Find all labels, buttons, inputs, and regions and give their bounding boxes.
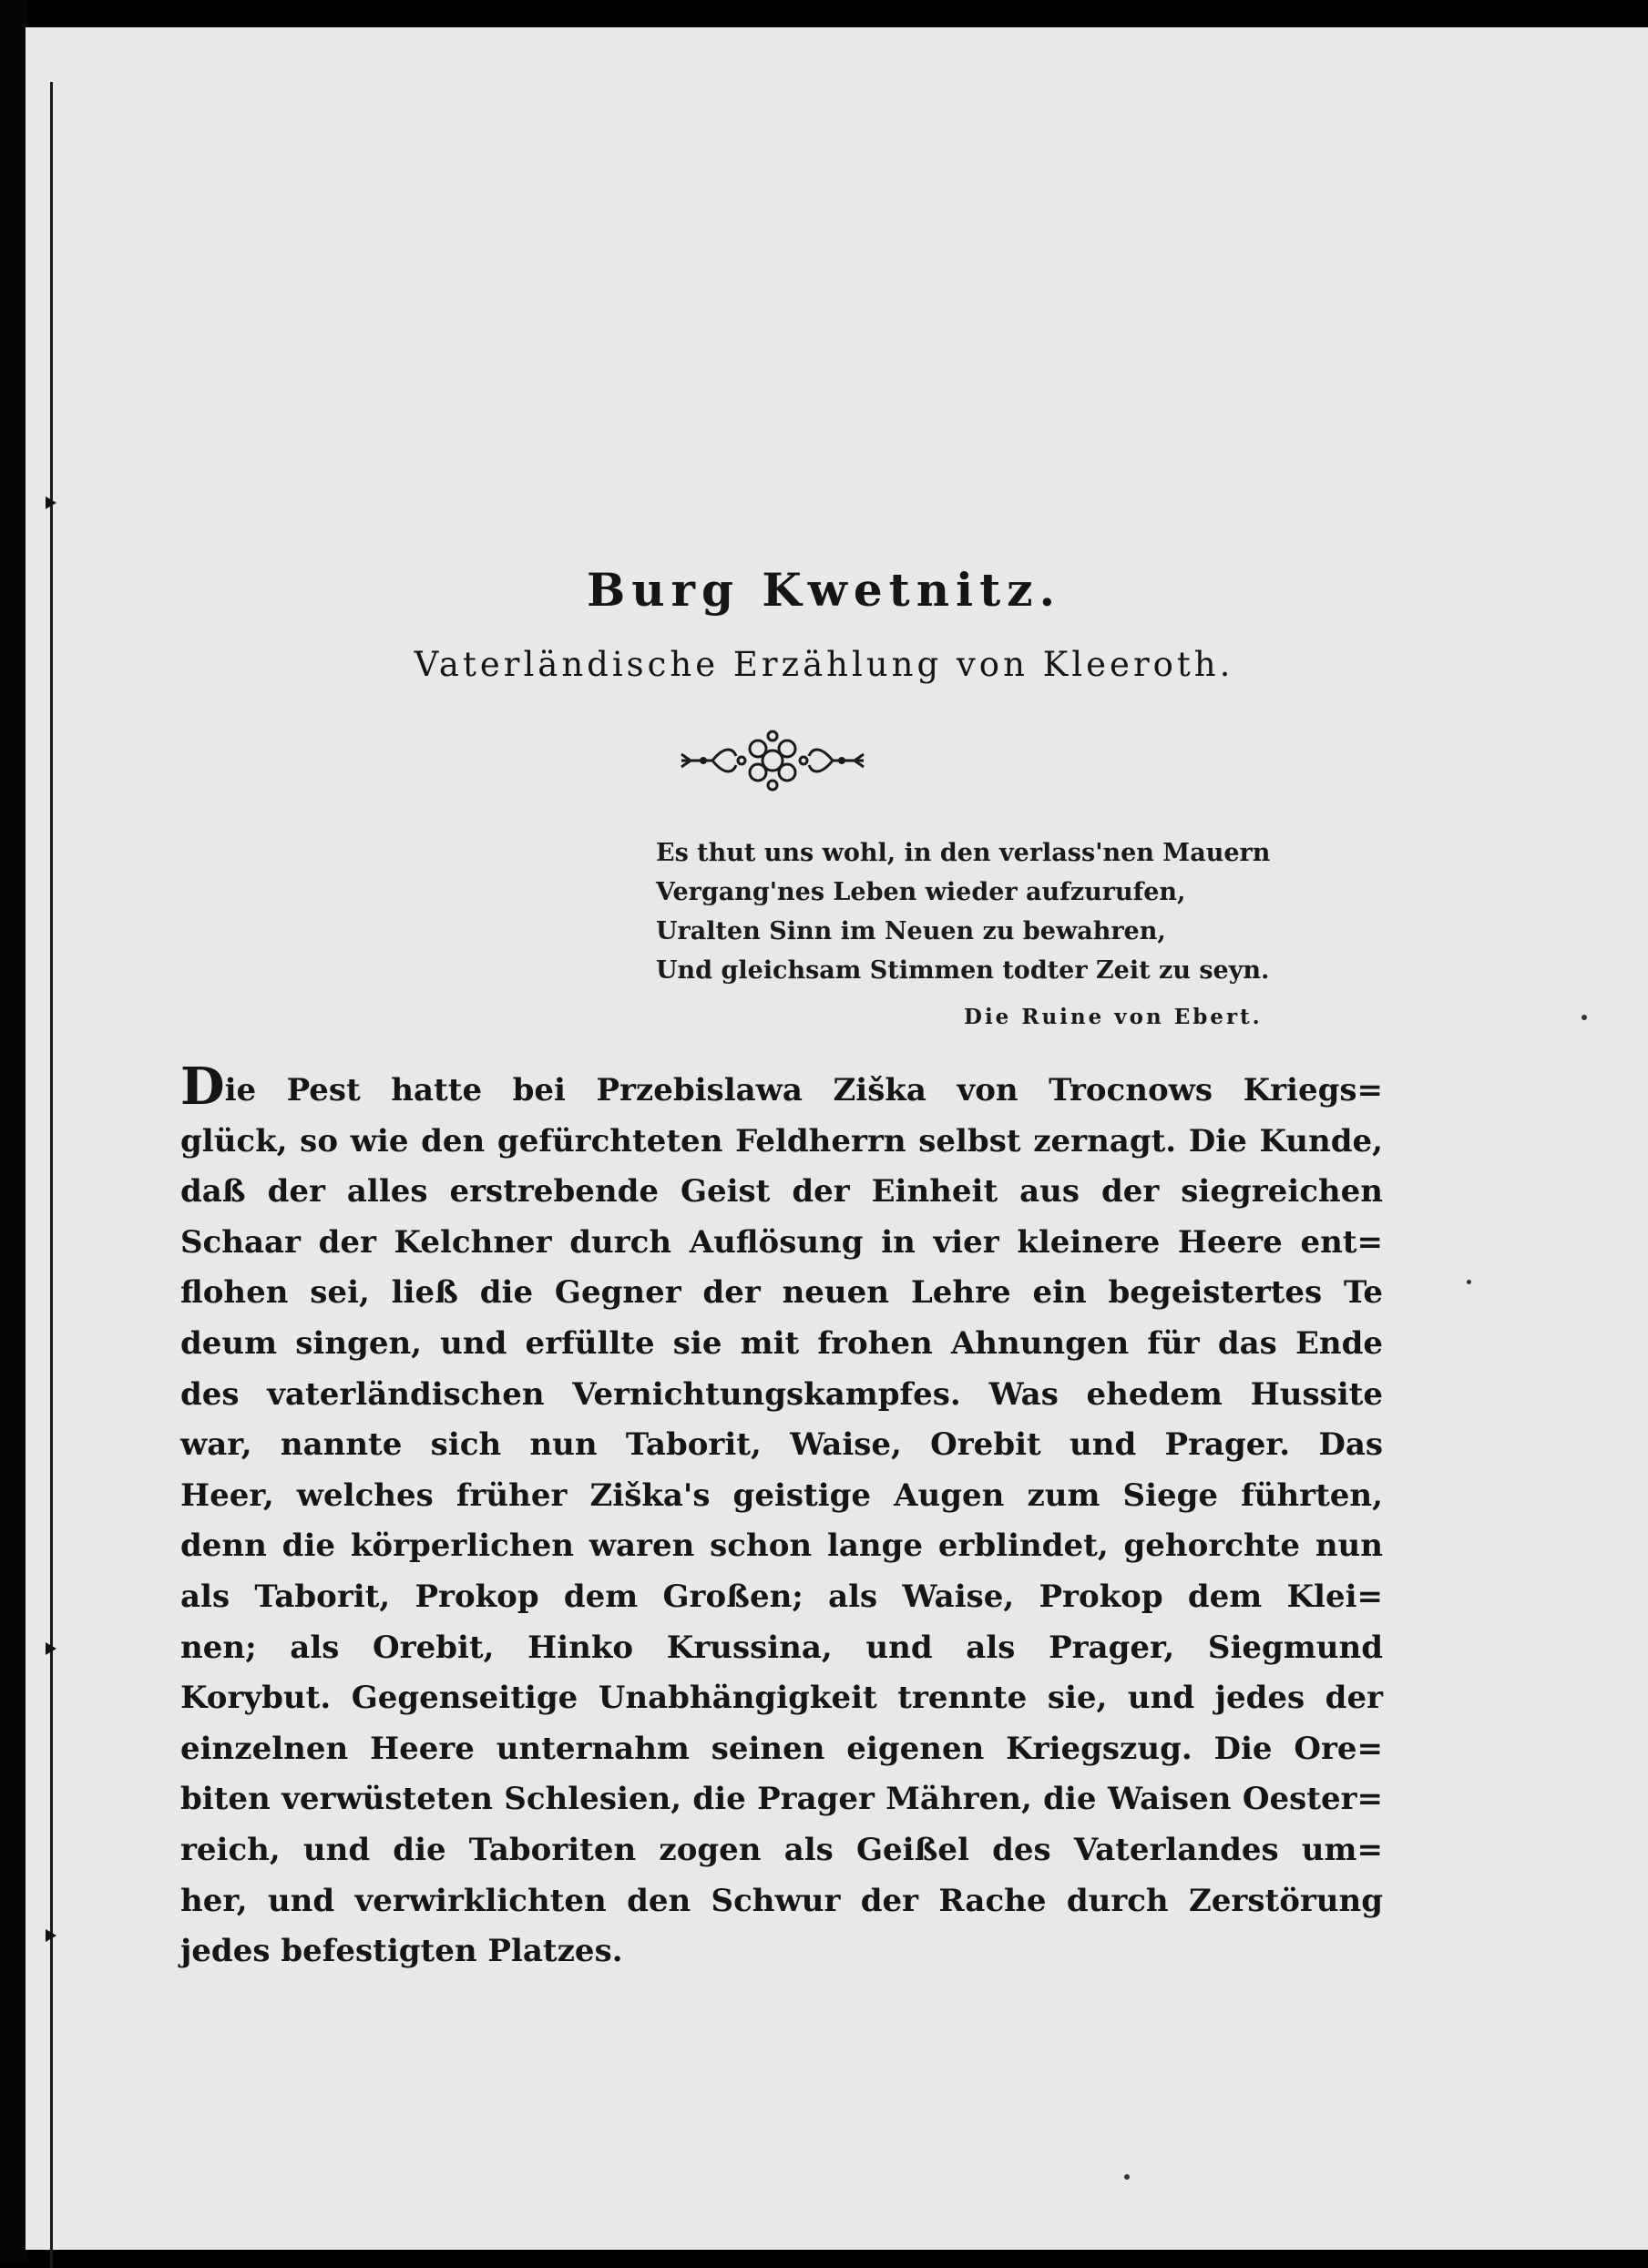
paper-speck: [1581, 1015, 1587, 1020]
body-line: Korybut. Gegenseitige Unabhängigkeit trennte sie, und jedes der: [180, 1680, 1383, 1717]
body-line: biten verwüsteten Schlesien, die Prager Mähren, die Waisen Oester=: [180, 1781, 1383, 1818]
body-line: her, und verwirklichten den Schwur der Rache durch Zerstörung: [180, 1882, 1383, 1919]
body-line: [180, 1057, 1383, 1117]
body-line: glück, so wie den gefürchteten Feldherrn selbst zernagt. Die Kunde,: [180, 1122, 1383, 1160]
body-line: deum singen, und erfüllte sie mit frohen Ahnungen für das Ende: [180, 1324, 1383, 1362]
body-line: denn die körperlichen waren schon lange erblindet, gehorchte nun: [180, 1527, 1383, 1565]
body-line: als Taborit, Prokop dem Großen; als Waise, Prokop dem Klei=: [180, 1578, 1383, 1615]
body-line: Heer, welches früher Ziška's geistige Augen zum Siege führten,: [180, 1476, 1383, 1514]
paper-speck: [1124, 2174, 1130, 2180]
binding-mark: [46, 496, 56, 509]
page-title: Burg Kwetnitz.: [587, 563, 1061, 617]
body-line-text: ie Pest hatte bei Przebislawa Ziška von Trocnows Kriegs=: [224, 1072, 1383, 1108]
epigraph: [656, 833, 1348, 990]
body-line: des vaterländischen Vernichtungskampfes. Was ehedem Hussite: [180, 1375, 1383, 1413]
epigraph-line: Und gleichsam Stimmen todter Zeit zu seyn.: [656, 956, 1270, 985]
page-subtitle: Vaterländische Erzählung von Kleeroth.: [414, 645, 1234, 684]
body-line: reich, und die Taboriten zogen als Geißel des Vaterlandes um=: [180, 1831, 1383, 1868]
epigraph-line: Uralten Sinn im Neuen zu bewahren,: [656, 917, 1166, 945]
drop-cap: D: [180, 1057, 225, 1117]
body-line: Schaar der Kelchner durch Auflösung in vier kleinere Heere ent=: [180, 1223, 1383, 1261]
paper-speck: [1467, 1280, 1471, 1284]
body-line: jedes befestigten Platzes.: [180, 1933, 623, 1970]
body-line: flohen sei, ließ die Gegner der neuen Lehre ein begeistertes Te: [180, 1274, 1383, 1312]
body-line: nen; als Orebit, Hinko Krussina, und als Prager, Siegmund: [180, 1629, 1383, 1666]
body-line: daß der alles erstrebende Geist der Einheit aus der siegreichen: [180, 1173, 1383, 1211]
fleuron-icon: [676, 729, 869, 792]
book-spine-shadow: [0, 0, 27, 2263]
binding-mark: [46, 1929, 56, 1942]
body-line: einzelnen Heere unternahm seinen eigenen Kriegszug. Die Ore=: [180, 1730, 1383, 1767]
body-paragraph: [180, 1057, 1383, 1977]
epigraph-source: Die Ruine von Ebert.: [964, 1005, 1263, 1029]
body-line: war, nannte sich nun Taborit, Waise, Orebit und Prager. Das: [180, 1426, 1383, 1464]
epigraph-line: Es thut uns wohl, in den verlass'nen Mauern: [656, 839, 1271, 867]
epigraph-line: Vergang'nes Leben wieder aufzurufen,: [656, 878, 1186, 906]
binding-mark: [46, 1642, 56, 1655]
